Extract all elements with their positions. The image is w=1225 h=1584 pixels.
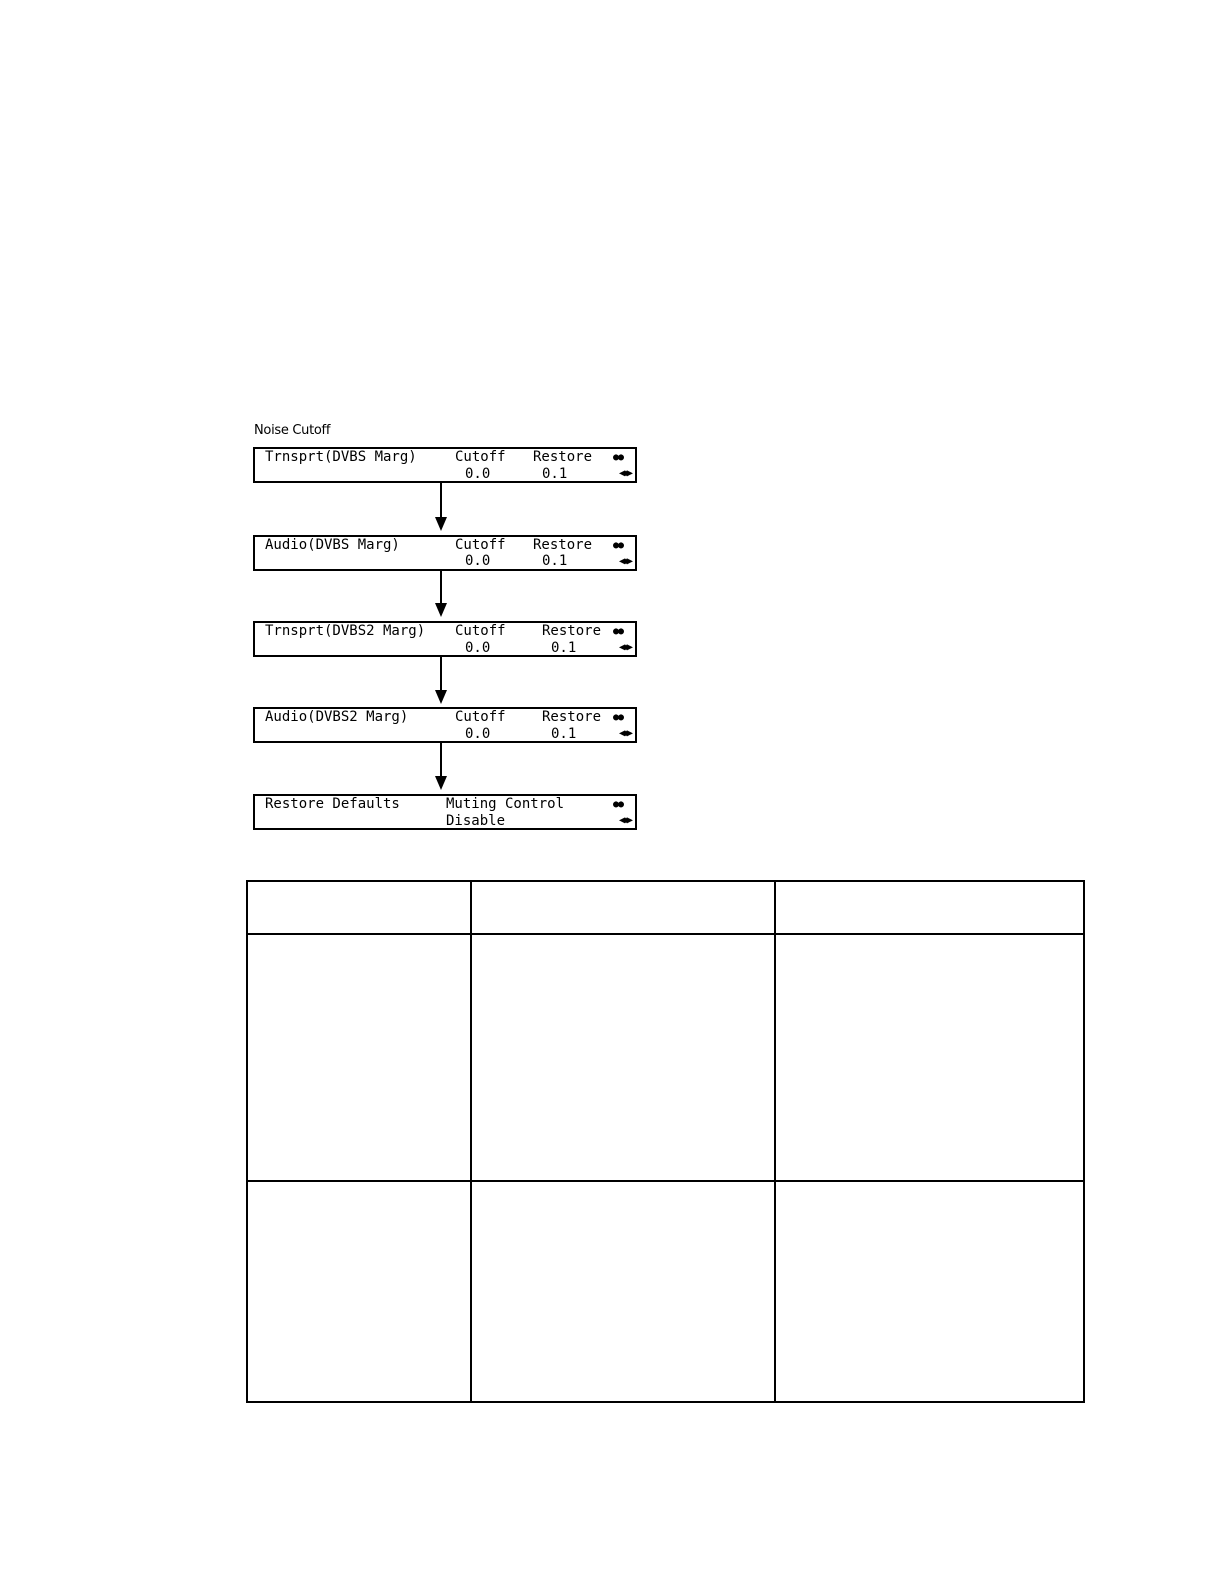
table-cell bbox=[471, 934, 775, 1181]
restore-label: Restore bbox=[542, 623, 602, 639]
left-enter-right-button-icon: ◀◆▶ bbox=[618, 728, 631, 739]
lcd-screen-audio-dvbs bbox=[253, 535, 637, 571]
settings-table bbox=[246, 880, 1085, 1403]
cutoff-value: 0.0 bbox=[465, 640, 491, 656]
up-down-button-icon: ●● bbox=[612, 540, 623, 551]
restore-label: Restore bbox=[533, 449, 593, 465]
flow-connector bbox=[440, 743, 442, 776]
cutoff-value: 0.0 bbox=[465, 553, 491, 569]
table-cell bbox=[247, 881, 471, 934]
table-header-row bbox=[247, 881, 1084, 934]
lcd-screen-transport-dvbs bbox=[253, 447, 637, 483]
up-down-button-icon: ●● bbox=[612, 712, 623, 723]
restore-value: 0.1 bbox=[542, 466, 568, 482]
lcd-screen-restore-defaults bbox=[253, 794, 637, 830]
screen-title: Trnsprt(DVBS Marg) bbox=[265, 449, 417, 465]
up-down-button-icon: ●● bbox=[612, 626, 623, 637]
cutoff-value: 0.0 bbox=[465, 726, 491, 742]
screen-title: Restore Defaults bbox=[265, 796, 400, 812]
restore-label: Restore bbox=[542, 709, 602, 725]
screen-title: Audio(DVBS Marg) bbox=[265, 537, 400, 553]
lcd-screen-transport-dvbs2 bbox=[253, 621, 637, 657]
left-enter-right-button-icon: ◀◆▶ bbox=[618, 468, 631, 479]
flow-connector bbox=[440, 571, 442, 603]
left-enter-right-button-icon: ◀◆▶ bbox=[618, 815, 631, 826]
down-arrow-icon bbox=[435, 517, 447, 531]
cutoff-label: Cutoff bbox=[455, 537, 506, 553]
table-cell bbox=[775, 934, 1084, 1181]
up-down-button-icon: ●● bbox=[612, 799, 623, 810]
restore-value: 0.1 bbox=[542, 553, 568, 569]
muting-control-label: Muting Control bbox=[446, 796, 565, 812]
down-arrow-icon bbox=[435, 690, 447, 704]
screen-title: Audio(DVBS2 Marg) bbox=[265, 709, 409, 725]
down-arrow-icon bbox=[435, 776, 447, 790]
table-cell bbox=[247, 1181, 471, 1402]
flow-connector bbox=[440, 483, 442, 517]
table-row bbox=[247, 1181, 1084, 1402]
table-cell bbox=[471, 881, 775, 934]
cutoff-label: Cutoff bbox=[455, 449, 506, 465]
cutoff-label: Cutoff bbox=[455, 709, 506, 725]
flow-connector bbox=[440, 657, 442, 690]
lcd-screen-audio-dvbs2 bbox=[253, 707, 637, 743]
left-enter-right-button-icon: ◀◆▶ bbox=[618, 642, 631, 653]
table-cell bbox=[775, 1181, 1084, 1402]
table-cell bbox=[775, 881, 1084, 934]
table-cell bbox=[247, 934, 471, 1181]
muting-control-value: Disable bbox=[446, 813, 506, 829]
left-enter-right-button-icon: ◀◆▶ bbox=[618, 556, 631, 567]
restore-value: 0.1 bbox=[551, 726, 577, 742]
up-down-button-icon: ●● bbox=[612, 452, 623, 463]
noise-cutoff-caption: Noise Cutoff bbox=[254, 423, 331, 438]
table-cell bbox=[471, 1181, 775, 1402]
cutoff-value: 0.0 bbox=[465, 466, 491, 482]
down-arrow-icon bbox=[435, 603, 447, 617]
cutoff-label: Cutoff bbox=[455, 623, 506, 639]
restore-label: Restore bbox=[533, 537, 593, 553]
table-row bbox=[247, 934, 1084, 1181]
screen-title: Trnsprt(DVBS2 Marg) bbox=[265, 623, 426, 639]
restore-value: 0.1 bbox=[551, 640, 577, 656]
